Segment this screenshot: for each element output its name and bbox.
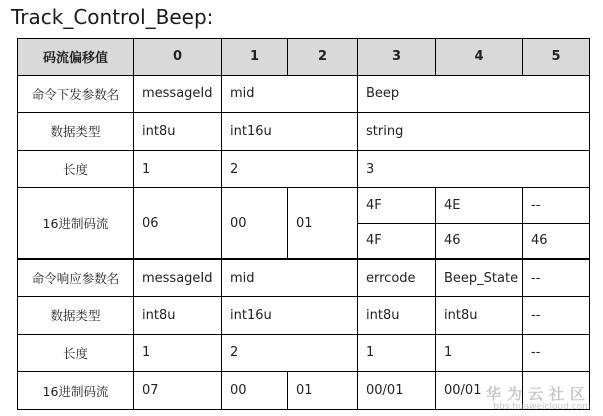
page-title: Track_Control_Beep:: [11, 5, 214, 29]
watermark: [486, 387, 591, 412]
row-label: 数据类型: [18, 113, 134, 151]
beep-command-table: [17, 38, 590, 410]
row-label: 数据类型: [18, 297, 134, 335]
header-col-3: 3: [358, 39, 436, 76]
table-cell: 1: [436, 334, 523, 372]
table-cell: 46: [436, 223, 523, 259]
table-cell: 06: [134, 188, 222, 259]
downlink-param-name-row: [18, 75, 590, 113]
header-col-0: 0: [134, 39, 222, 76]
table-cell: 01: [288, 188, 358, 259]
header-col-4: 4: [436, 39, 523, 76]
table-cell: --: [523, 188, 590, 224]
table-cell: 1: [134, 150, 222, 188]
header-label-cell: 码流偏移值: [18, 39, 134, 76]
table-cell: mid: [222, 75, 358, 113]
table-cell: 3: [358, 150, 590, 188]
uplink-length-row: [18, 334, 590, 372]
table-cell: messageId: [134, 75, 222, 113]
watermark-name: 华为云社区: [485, 385, 591, 403]
table-cell: --: [523, 259, 590, 297]
table-cell: 00: [222, 188, 288, 259]
header-col-5: 5: [523, 39, 590, 76]
row-label: 命令下发参数名: [18, 75, 134, 113]
table-cell: 01: [288, 372, 358, 410]
table-cell: --: [523, 334, 590, 372]
uplink-param-name-row: [18, 259, 590, 297]
downlink-length-row: [18, 150, 590, 188]
row-label: 长度: [18, 150, 134, 188]
table-cell: int16u: [222, 113, 358, 151]
table-cell: string: [358, 113, 590, 151]
table-cell: 2: [222, 334, 358, 372]
table-cell: 00/01: [358, 372, 436, 410]
table-cell: 1: [134, 334, 222, 372]
row-label: 16进制码流: [18, 188, 134, 259]
table-cell: int8u: [358, 297, 436, 335]
table-cell: --: [523, 297, 590, 335]
row-label: 16进制码流: [18, 372, 134, 410]
table-cell: int8u: [134, 297, 222, 335]
row-label: 命令响应参数名: [18, 259, 134, 297]
table-cell: Beep: [358, 75, 590, 113]
header-col-2: 2: [288, 39, 358, 76]
downlink-data-type-row: [18, 113, 590, 151]
table-cell: 00: [222, 372, 288, 410]
table-cell: int16u: [222, 297, 358, 335]
watermark-url: bbs.huaweicloud.com: [493, 402, 591, 412]
table-cell: 4F: [358, 188, 436, 224]
table-cell: 00/01: [436, 372, 523, 410]
table-cell: 4E: [436, 188, 523, 224]
uplink-data-type-row: [18, 297, 590, 335]
table-cell: 1: [358, 334, 436, 372]
table-cell: mid: [222, 259, 358, 297]
table-cell: 07: [134, 372, 222, 410]
table-cell: 2: [222, 150, 358, 188]
table-cell: int8u: [436, 297, 523, 335]
row-label: 长度: [18, 334, 134, 372]
table-cell: Beep_State: [436, 259, 523, 297]
table-cell: int8u: [134, 113, 222, 151]
table-cell: messageId: [134, 259, 222, 297]
table-cell: errcode: [358, 259, 436, 297]
header-col-1: 1: [222, 39, 288, 76]
table-cell: 4F: [358, 223, 436, 259]
table-cell: 46: [523, 223, 590, 259]
header-row: [18, 39, 590, 76]
downlink-hex-row-1: [18, 188, 590, 224]
